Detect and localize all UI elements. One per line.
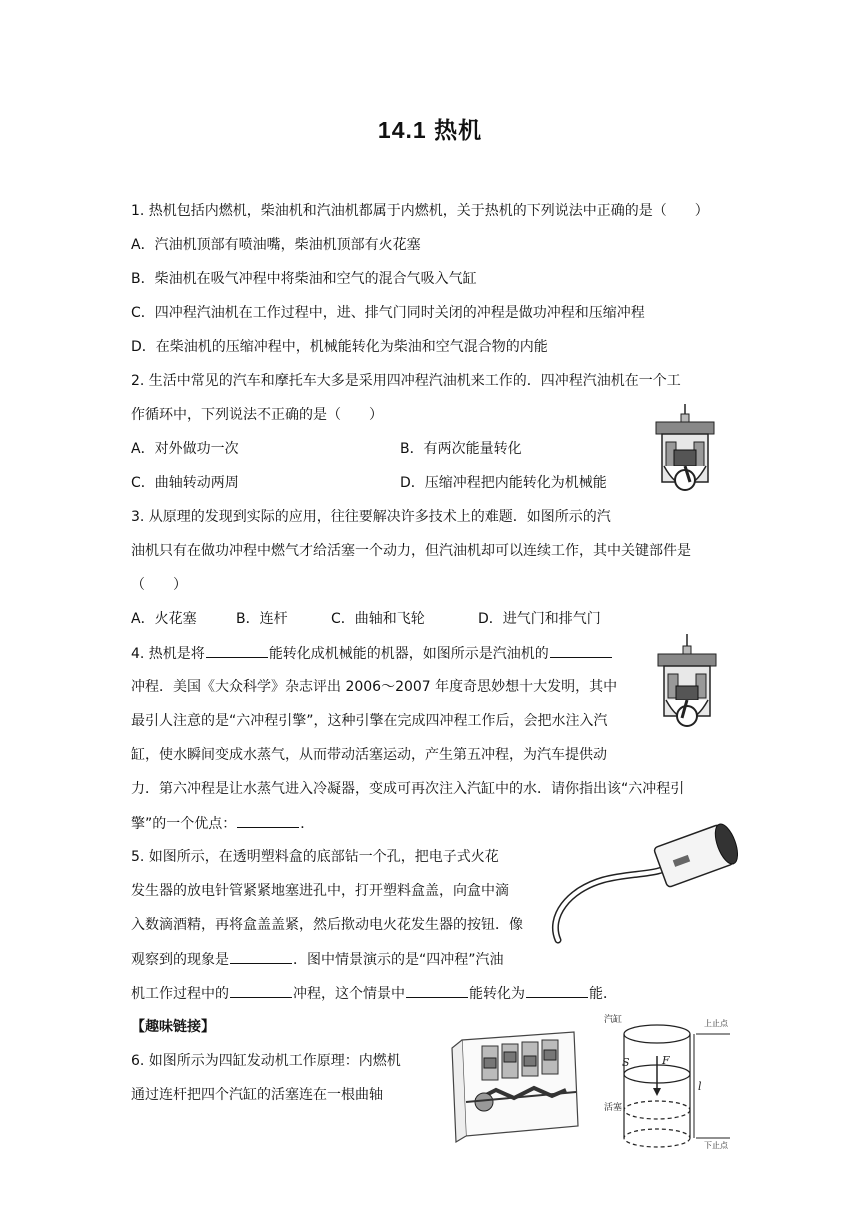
q3-stem-line1: 3. 从原理的发现到实际的应用，往往要解决许多技术上的难题．如图所示的汽: [131, 509, 611, 525]
cylinder-label: 汽缸: [604, 1015, 623, 1025]
q6-line1: 6. 如图所示为四缸发动机工作原理：内燃机: [131, 1053, 401, 1069]
q2-option-d: D．压缩冲程把内能转化为机械能: [400, 475, 607, 491]
q2-stem-line1: 2. 生活中常见的汽车和摩托车大多是采用四冲程汽油机来工作的．四冲程汽油机在一个工: [131, 373, 681, 389]
q3-option-d: D．进气门和排气门: [478, 611, 601, 627]
q5-blank-3[interactable]: [406, 983, 468, 998]
force-label: F: [662, 1054, 670, 1067]
piston-label: 活塞: [604, 1103, 623, 1113]
q5-line5-part3: 能转化为: [469, 986, 525, 1002]
q4-line6: [131, 813, 314, 834]
q5-line4-part1: 观察到的现象是: [131, 952, 229, 968]
cylinder-piston-diagram: [600, 1010, 738, 1152]
q3-option-b: B．连杆: [236, 611, 288, 627]
q4-line1-part1: 4. 热机是将: [131, 646, 205, 662]
q3-option-c: C．曲轴和飞轮: [331, 611, 425, 627]
q5-line5: [131, 983, 617, 1004]
q4-line1: [131, 643, 613, 664]
q5-line2: 发生器的放电针管紧紧地塞进孔中，打开塑料盒盖，向盒中滴: [131, 883, 509, 899]
q2-option-b: B．有两次能量转化: [400, 441, 522, 457]
q1-option-c: C．四冲程汽油机在工作过程中，进、排气门同时关闭的冲程是做功冲程和压缩冲程: [131, 305, 645, 321]
q4-line5: 力．第六冲程是让水蒸气进入冷凝器，变成可再次注入汽缸中的水．请你指出该“六冲程引: [131, 781, 685, 797]
q1-option-b: B．柴油机在吸气冲程中将柴油和空气的混合气吸入气缸: [131, 271, 477, 287]
section-heading: 【趣味链接】: [131, 1019, 215, 1035]
q1-option-a: A．汽油机顶部有喷油嘴，柴油机顶部有火花塞: [131, 237, 421, 253]
q5-blank-1[interactable]: [230, 949, 292, 964]
q4-line4: 缸，使水瞬间变成水蒸气，从而带动活塞运动，产生第五冲程，为汽车提供动: [131, 747, 607, 763]
four-cylinder-engine-figure: [426, 1018, 594, 1153]
q4-line3: 最引人注意的是“六冲程引擎”，这种引擎在完成四冲程工作后，会把水注入汽: [131, 713, 608, 729]
q4-blank-2[interactable]: [550, 643, 612, 658]
q1-option-d: D．在柴油机的压缩冲程中，机械能转化为柴油和空气混合物的内能: [131, 339, 548, 355]
page-title: 14.1 热机: [377, 117, 483, 143]
q5-line5-part4: 能．: [589, 986, 617, 1002]
bottom-dead-center-label: 下止点: [704, 1141, 728, 1150]
q3-stem-line3: （ ）: [131, 577, 187, 593]
engine-diagram-figure: [650, 404, 720, 499]
spark-generator-figure: [548, 822, 738, 952]
q3-stem-line2: 油机只有在做功冲程中燃气才给活塞一个动力，但汽油机却可以连续工作，其中关键部件是: [131, 543, 691, 559]
q3-option-a: A．火花塞: [131, 611, 197, 627]
q1-stem: 1. 热机包括内燃机，柴油机和汽油机都属于内燃机，关于热机的下列说法中正确的是（ ）: [131, 203, 709, 219]
area-label: S: [622, 1056, 630, 1069]
q4-line1-part2: 能转化成机械能的机器，如图所示是汽油机的: [268, 646, 549, 662]
q4-line6-part1: 擎”的一个优点：: [131, 816, 237, 832]
q5-blank-2[interactable]: [230, 983, 292, 998]
q5-line5-part1: 机工作过程中的: [131, 986, 229, 1002]
q5-line3: 入数滴酒精，再将盒盖盖紧，然后揿动电火花发生器的按钮．像: [131, 917, 523, 933]
q5-line4-part2: ．图中情景演示的是“四冲程”汽油: [293, 952, 504, 968]
q2-option-a: A．对外做功一次: [131, 441, 239, 457]
q4-blank-1[interactable]: [206, 643, 268, 658]
q6-line2: 通过连杆把四个汽缸的活塞连在一根曲轴: [131, 1087, 383, 1103]
q5-line4: [131, 949, 504, 970]
q4-line2: 冲程．美国《大众科学》杂志评出 2006～2007 年度奇思妙想十大发明，其中: [131, 679, 618, 695]
q5-blank-4[interactable]: [526, 983, 588, 998]
q4-blank-3[interactable]: [237, 813, 299, 828]
q2-stem-line2: 作循环中，下列说法不正确的是（ ）: [131, 407, 383, 423]
q5-line5-part2: 冲程，这个情景中: [293, 986, 405, 1002]
stroke-length-label: l: [698, 1080, 702, 1093]
top-dead-center-label: 上止点: [704, 1019, 728, 1028]
q4-line6-part2: ．: [300, 816, 315, 832]
engine-stroke-figure: [652, 634, 722, 734]
q5-line1: 5. 如图所示，在透明塑料盒的底部钻一个孔，把电子式火花: [131, 849, 499, 865]
q2-option-c: C．曲轴转动两周: [131, 475, 239, 491]
